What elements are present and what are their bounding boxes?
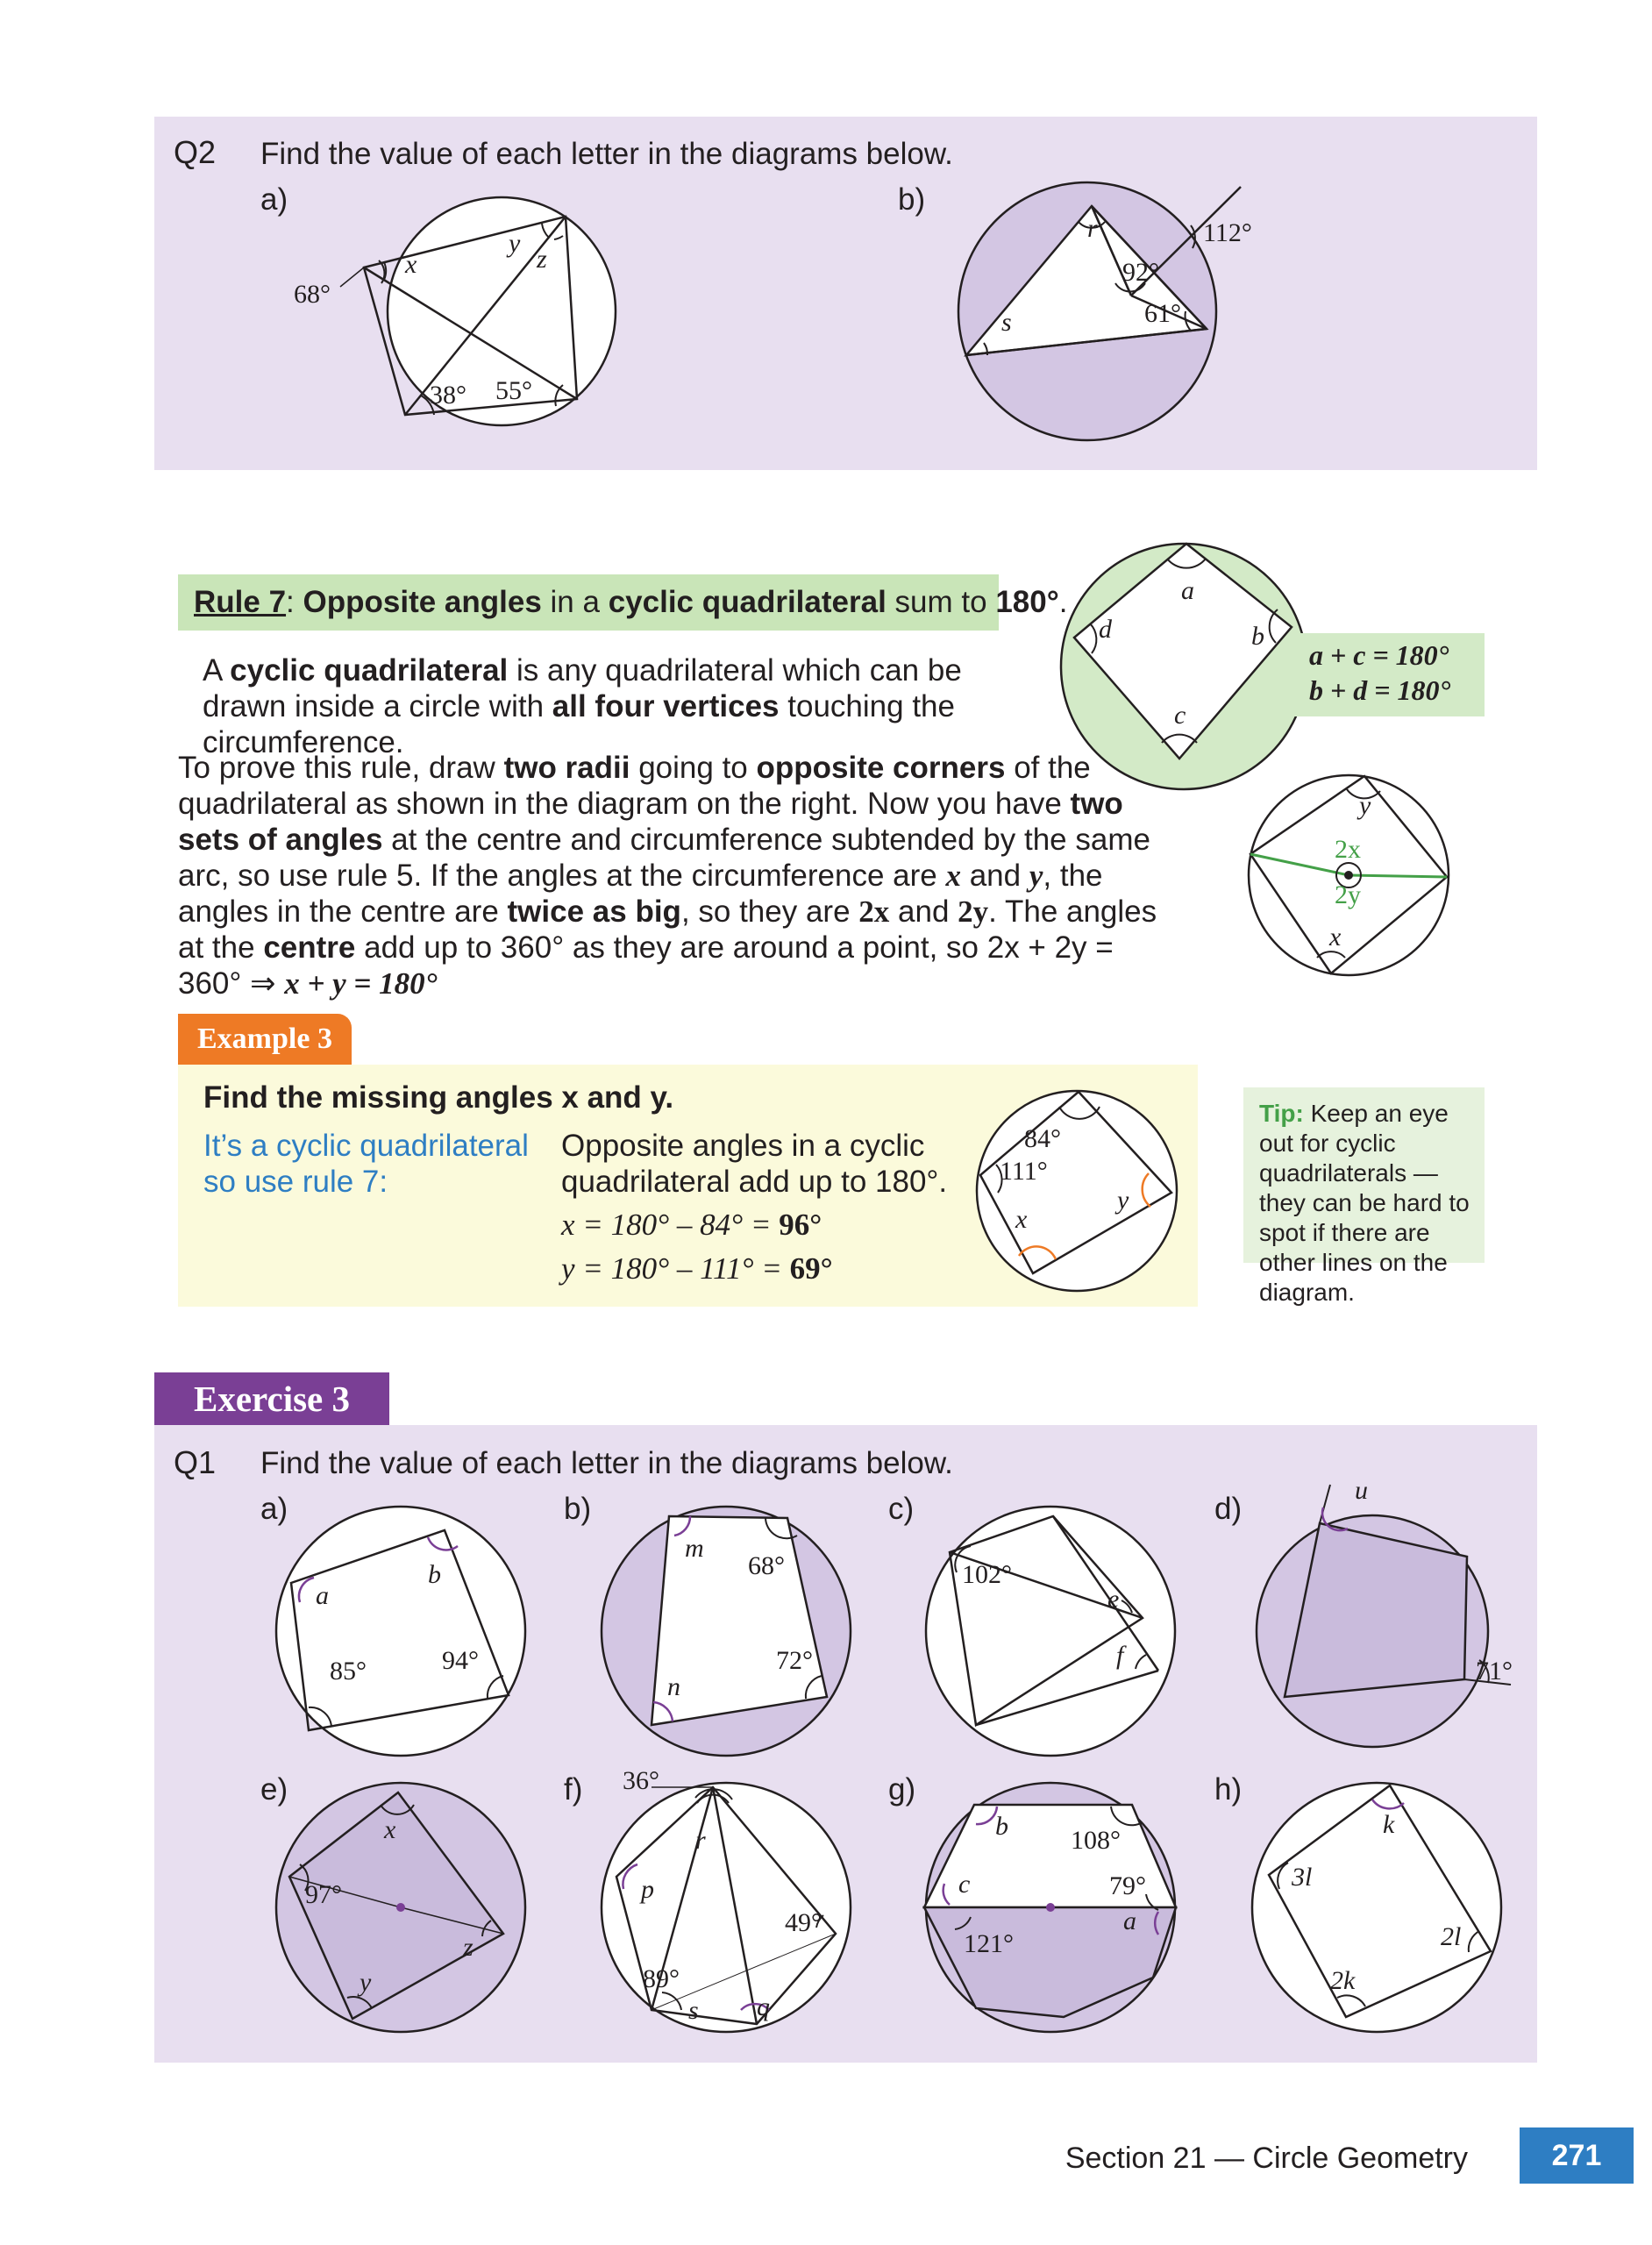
q2b-angle-r: r (1087, 214, 1098, 243)
rule7-label: Rule 7 (194, 585, 287, 619)
ex3f-angle-p: p (641, 1875, 654, 1904)
rule7-eq1: a + c = 180° (1309, 639, 1449, 671)
rule7-proof (178, 750, 1178, 1001)
sol-x-answer: 96° (779, 1208, 822, 1242)
def-bold2: all four vertices (552, 689, 780, 723)
ex3-diagram-h (1250, 1780, 1504, 2035)
ex3a-angle-b: b (428, 1560, 441, 1589)
ex3f-angle-89: 89° (643, 1964, 680, 1993)
ex3g-angle-a: a (1123, 1906, 1136, 1935)
ex3f-angle-49: 49° (785, 1908, 822, 1937)
proof-v1: x (945, 859, 961, 893)
proof-p5: and (969, 859, 1022, 893)
ex3a-angle-94: 94° (442, 1646, 479, 1675)
proof-p10: add up to 360° as they are around a point, so 2x + 2y = 360° ⇒ (178, 930, 1114, 1001)
rule7-definition (203, 652, 1036, 760)
def-mid: is any quadrilateral which can be drawn inside a circle with (203, 653, 962, 723)
def-bold1: cyclic quadrilateral (230, 653, 509, 688)
q2-instruction: Find the value of each letter in the diagrams below. (260, 137, 953, 171)
rule7-h-mid1: in a (550, 585, 600, 619)
example3-sol-1: Opposite angles in a cyclic (561, 1129, 925, 1163)
proof-p9: . The angles at the (178, 894, 1157, 965)
ex3-diagram-e (274, 1780, 528, 2035)
example3-sol-2: quadrilateral add up to 180°. (561, 1165, 948, 1199)
page-number: 271 (1520, 2127, 1634, 2184)
proof-v2: y (1029, 859, 1043, 893)
proof-diag-2y: 2y (1335, 880, 1361, 909)
ex3-diagram-g (923, 1780, 1178, 2035)
ex3f-angle-36: 36° (623, 1766, 659, 1795)
ex3f-angle-r: r (695, 1826, 706, 1855)
rule7-h-end: . (1058, 585, 1068, 619)
q2b-angle-112: 112° (1203, 218, 1252, 247)
ex3g-angle-108: 108° (1071, 1826, 1121, 1855)
ex3-label-g: g) (888, 1772, 916, 1807)
ex3a-angle-a: a (316, 1581, 329, 1610)
ex3c-angle-e: e (1107, 1585, 1120, 1614)
proof-b2: opposite corners (756, 751, 1006, 785)
proof-b6: 2y (958, 894, 989, 929)
ex3-angle-84: 84° (1024, 1124, 1061, 1153)
rule7-diag-b: b (1251, 622, 1264, 651)
q2-b-diagram (956, 180, 1289, 443)
footer-section-title: Section 21 — Circle Geometry (1065, 2142, 1468, 2175)
ex3h-angle-k: k (1383, 1810, 1395, 1839)
ex3d-angle-71: 71° (1476, 1657, 1513, 1686)
rule7-eq2: b + d = 180° (1309, 674, 1451, 706)
ex3-q1-number: Q1 (174, 1444, 217, 1480)
ex3b-angle-72: 72° (776, 1646, 813, 1675)
q2-b-label: b) (898, 182, 926, 217)
ex3g-angle-121: 121° (964, 1929, 1014, 1958)
proof-diag-y: y (1359, 791, 1371, 820)
rule7-h-mid2: sum to (894, 585, 987, 619)
tip-body: Keep an eye out for cyclic quadrilaterals — they can be hard to spot if there are other lines on the diagram. (1259, 1100, 1470, 1306)
ex3-angle-x: x (1015, 1205, 1028, 1234)
q2a-angle-z: z (537, 245, 547, 274)
sol-y-answer: 69° (789, 1251, 833, 1286)
exercise3-tag: Exercise 3 (154, 1372, 389, 1425)
q2a-angle-55: 55° (495, 376, 532, 405)
ex3-label-d: d) (1214, 1492, 1243, 1526)
proof-b3: two sets of angles (178, 787, 1123, 857)
q2-a-diagram (294, 197, 631, 425)
ex3e-angle-z: z (463, 1933, 474, 1962)
rule7-h-bold1: Opposite angles (303, 585, 542, 619)
ex3h-angle-3l: 3l (1292, 1863, 1313, 1892)
ex3-diagram-c (923, 1504, 1178, 1758)
example3-tag: Example 3 (178, 1014, 352, 1065)
ex3f-angle-q: q (757, 1992, 770, 2021)
proof-diag-2x: 2x (1335, 835, 1361, 864)
proof-p7: , so they are (680, 894, 851, 929)
ex3g-angle-79: 79° (1109, 1871, 1146, 1900)
ex3h-angle-2l: 2l (1441, 1922, 1462, 1951)
ex3-label-f: f) (564, 1772, 583, 1807)
ex3f-angle-s: s (688, 1996, 699, 2025)
def-pre: A (203, 653, 222, 688)
q2-a-label: a) (260, 182, 288, 217)
ex3c-angle-102: 102° (962, 1560, 1012, 1589)
ex3c-angle-f: f (1116, 1641, 1124, 1670)
rule7-heading (194, 584, 1067, 620)
ex3-label-a: a) (260, 1492, 288, 1526)
ex3e-angle-y: y (360, 1968, 372, 1997)
rule7-diag-a: a (1181, 576, 1194, 605)
rule7-h-bold2: cyclic quadrilateral (608, 585, 887, 619)
rule7-diag-c: c (1174, 701, 1186, 730)
ex3-diagram-d (1250, 1478, 1530, 1758)
ex3-diagram-f (599, 1766, 862, 2035)
sol-y-text: y = 180° – 111° = (561, 1251, 782, 1286)
rule7-proof-diagram (1243, 770, 1454, 980)
tip-label: Tip: (1259, 1100, 1304, 1127)
q2-number: Q2 (174, 134, 217, 170)
proof-p8: and (898, 894, 950, 929)
proof-b8: x + y = 180° (284, 966, 438, 1001)
rule7-h-bold3: 180° (995, 585, 1059, 619)
ex3e-angle-x: x (384, 1815, 396, 1844)
ex3-diagram-b (599, 1504, 853, 1758)
q2a-angle-68: 68° (294, 280, 331, 309)
ex3-label-e: e) (260, 1772, 288, 1807)
ex3b-angle-68: 68° (748, 1551, 785, 1580)
ex3g-angle-c: c (958, 1870, 971, 1899)
sol-x-text: x = 180° – 84° = (561, 1208, 772, 1242)
rule7-diag-d: d (1099, 615, 1112, 644)
rule7-colon: : (286, 585, 295, 619)
proof-p3: of the quadrilateral as shown in the diagram on the right. Now you have (178, 751, 1091, 821)
q2b-angle-s: s (1001, 308, 1012, 337)
ex3-label-b: b) (564, 1492, 592, 1526)
example3-question: Find the missing angles x and y. (203, 1080, 674, 1115)
ex3-label-h: h) (1214, 1772, 1243, 1807)
ex3b-angle-n: n (667, 1672, 680, 1701)
example3-sol-x (561, 1207, 822, 1243)
q2b-angle-61: 61° (1144, 299, 1181, 328)
ex3h-angle-2k: 2k (1330, 1966, 1356, 1995)
proof-diag-x: x (1329, 923, 1342, 951)
example3-hint-1: It’s a cyclic quadrilateral (203, 1129, 529, 1163)
ex3b-angle-m: m (685, 1534, 704, 1563)
def-end: touching the circumference. (203, 689, 955, 759)
proof-b7: centre (263, 930, 356, 965)
ex3g-angle-b: b (995, 1812, 1008, 1841)
ex3-label-c: c) (888, 1492, 915, 1526)
ex3e-angle-97: 97° (305, 1880, 342, 1909)
proof-p1: To prove this rule, draw (178, 751, 495, 785)
q2a-angle-y: y (509, 229, 521, 258)
ex3-diagram-a (274, 1504, 528, 1758)
ex3a-angle-85: 85° (330, 1657, 367, 1686)
proof-b1: two radii (503, 751, 630, 785)
proof-p2: going to (638, 751, 748, 785)
example3-diagram (972, 1087, 1182, 1298)
q2a-angle-38: 38° (430, 381, 466, 410)
proof-p4: at the centre and circumference subtended by the same arc, so use rule 5. If the angles at the circumference are (178, 823, 1150, 893)
example3-sol-y (561, 1251, 833, 1286)
proof-b5: 2x (858, 894, 890, 929)
proof-p6: , the angles in the centre are (178, 859, 1103, 929)
ex3-q1-instruction: Find the value of each letter in the diagrams below. (260, 1446, 953, 1480)
q2b-angle-92: 92° (1122, 258, 1159, 287)
q2a-angle-x: x (405, 250, 417, 279)
example3-hint-2: so use rule 7: (203, 1165, 388, 1199)
ex3-angle-111: 111° (1000, 1157, 1048, 1186)
ex3-angle-y: y (1117, 1186, 1129, 1215)
ex3d-angle-u: u (1355, 1476, 1368, 1505)
proof-b4: twice as big (507, 894, 681, 929)
tip-text (1259, 1099, 1478, 1308)
